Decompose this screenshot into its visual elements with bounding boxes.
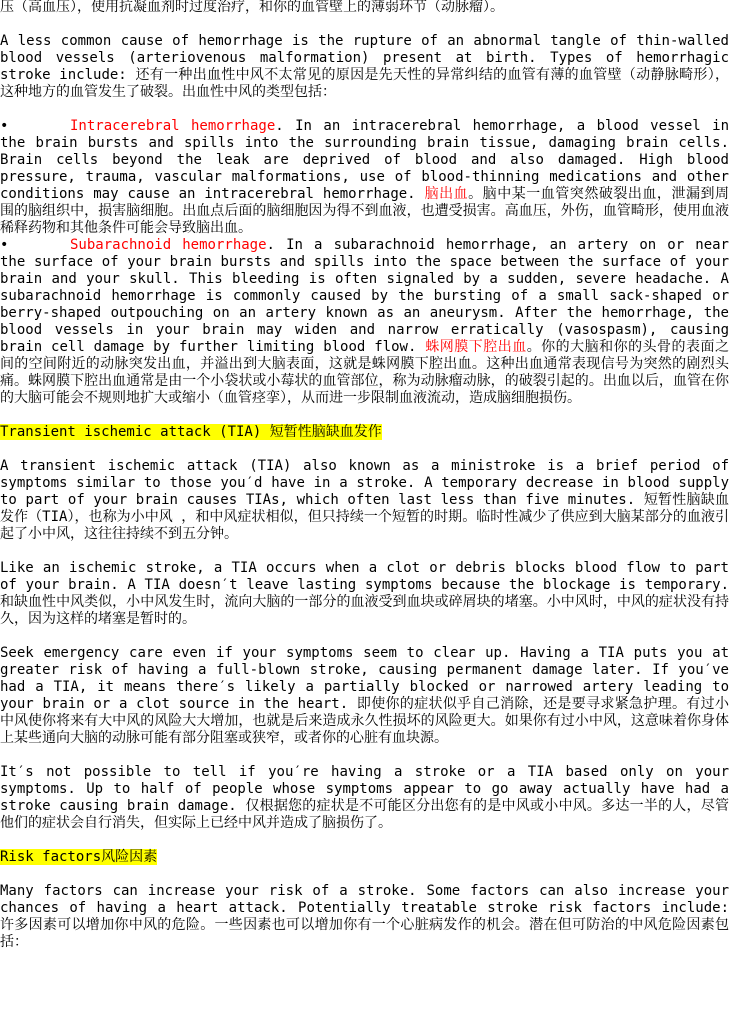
intro-avm-cn: 还有一种出血性中风不太常见的原因是先天性的异常纠结的血管有薄的血管壁（动静脉畸形），这种地方的血管发生了破裂。出血性中风的类型包括： — [0, 67, 730, 100]
risk-paragraph: Many factors can increase your risk of a stroke. Some factors can also increase your chances of having a heart attack. Potentially treatable stroke risk factors include: 许多因素可以增加你中风的危险。一些因素也可以增加你有一个心脏病发作的机会。潜在但可防治的中风危险因素包括： — [0, 883, 729, 950]
tia-paragraph: A transient ischemic attack (TIA) also known as a ministroke is a brief period of symptoms similar to those you′d have in a stroke. A temporary decrease in blood supply to part of your brain causes TIAs, which often last less than five minutes. 短暂性脑缺血发作（TIA），也称为小中风 ，和中风症状相似，但只持续一个短暂的时期。临时性减少了供应到大脑某部分的血液引起了小中风，这往往持续不到五分钟。 — [0, 458, 729, 542]
tia-paragraph: Seek emergency care even if your symptoms seem to clear up. Having a TIA puts you at greater risk of having a full-blown stroke, causing permanent damage later. If you′ve had a TIA, it means there′s likely a partially blocked or narrowed artery leading to your brain or a clot source in the heart. 即使你的症状似乎自己消除，还是要寻求紧急护理。有过小中风使你将来有大中风的风险大大增加，也就是后来造成永久性损坏的风险更大。如果你有过小中风，这意味着你身体上某些通向大脑的动脉可能有部分阻塞或狭窄，或者你的心脏有血块源。 — [0, 645, 729, 746]
subarachnoid-term-cn: 蛛网膜下腔出血 — [425, 339, 527, 355]
risk-heading: Risk factors风险因素 — [0, 849, 158, 865]
intracerebral-text-en: . In an intracerebral hemorrhage, a blood vessel in the brain bursts and spills into the surrounding brain tissue, damaging brain cells. Brain cells beyond the leak are deprived of blood and also damaged. High blood pressure, trauma, vascular malformations, use of blood-thinning medications and other conditions may cause an intracerebral hemorrhage. — [0, 118, 729, 202]
intro-causes-paragraph — [0, 0, 729, 16]
bullet-marker: • — [0, 118, 9, 134]
intracerebral-term-cn: 脑出血 — [424, 186, 469, 202]
intro-avm-en: A less common cause of hemorrhage is the rupture of an abnormal tangle of thin-walled blood vessels (arteriovenous malformation) present at birth. Types of hemorrhagic stroke include: — [0, 33, 729, 83]
intro-avm-paragraph — [0, 33, 729, 101]
intro-causes-cn: 压（高血压），使用抗凝血剂时过度治疗，和你的血管壁上的薄弱环节（动脉瘤）。 — [0, 0, 504, 15]
tia-heading-line — [0, 424, 729, 441]
tia-paragraph: It′s not possible to tell if you′re having a stroke or a TIA based only on your symptoms. Up to half of people whose symptoms appear to go away actually have had a stroke causing brain damage. 仅根据您的症状是不可能区分出您有的是中风或小中风。多达一半的人，尽管他们的症状会自行消失，但实际上已经中风并造成了脑损伤了。 — [0, 764, 729, 831]
tia-paragraph: Like an ischemic stroke, a TIA occurs when a clot or debris blocks blood flow to part of your brain. A TIA doesn′t leave lasting symptoms because the blockage is temporary. 和缺血性中风类似，小中风发生时，流向大脑的一部分的血液受到血块或碎屑块的堵塞。小中风时，中风的症状没有持久，因为这样的堵塞是暂时的。 — [0, 560, 729, 627]
intracerebral-term: Intracerebral hemorrhage — [70, 118, 276, 134]
bullet-marker: • — [0, 237, 9, 253]
tia-heading: Transient ischemic attack (TIA) 短暂性脑缺血发作 — [0, 424, 382, 440]
subarachnoid-text-cn: 。你的大脑和你的头骨的表面之间的空间附近的动脉突发出血，并溢出到大脑表面，这就是蛛网膜下腔出血。这种出血通常表现信号为突然的剧烈头痛。蛛网膜下腔出血通常是由一个小袋状或小莓状的血管部位，称为动脉瘤动脉，的破裂引起的。出血以后，血管在你的大脑可能会不规则地扩大或缩小（血管痉挛），从而进一步限制血液流动，造成脑细胞损伤。 — [0, 339, 729, 406]
risk-heading-line — [0, 849, 729, 866]
subarachnoid-text-en: . In a subarachnoid hemorrhage, an artery on or near the surface of your brain bursts and spills into the space between the surface of your brain and your skull. This bleeding is often signaled by a sudden, severe headache. A subarachnoid hemorrhage is commonly caused by the bursting of a small sack-shaped or berry-shaped outpouching on an artery known as an aneurysm. After the hemorrhage, the blood vessels in your brain may widen and narrow erratically (vasospasm), causing brain cell damage by further limiting blood flow. — [0, 237, 729, 355]
subarachnoid-term: Subarachnoid hemorrhage — [70, 237, 267, 253]
bullet-subarachnoid — [0, 237, 729, 407]
intracerebral-text-cn: 。脑中某一血管突然破裂出血，泄漏到周围的脑组织中，损害脑细胞。出血点后面的脑细胞因为得不到血液，也遭受损害。高血压，外伤，血管畸形，使用血液稀释药物和其他条件可能会导致脑出血。 — [0, 186, 730, 236]
bullet-intracerebral — [0, 118, 729, 237]
